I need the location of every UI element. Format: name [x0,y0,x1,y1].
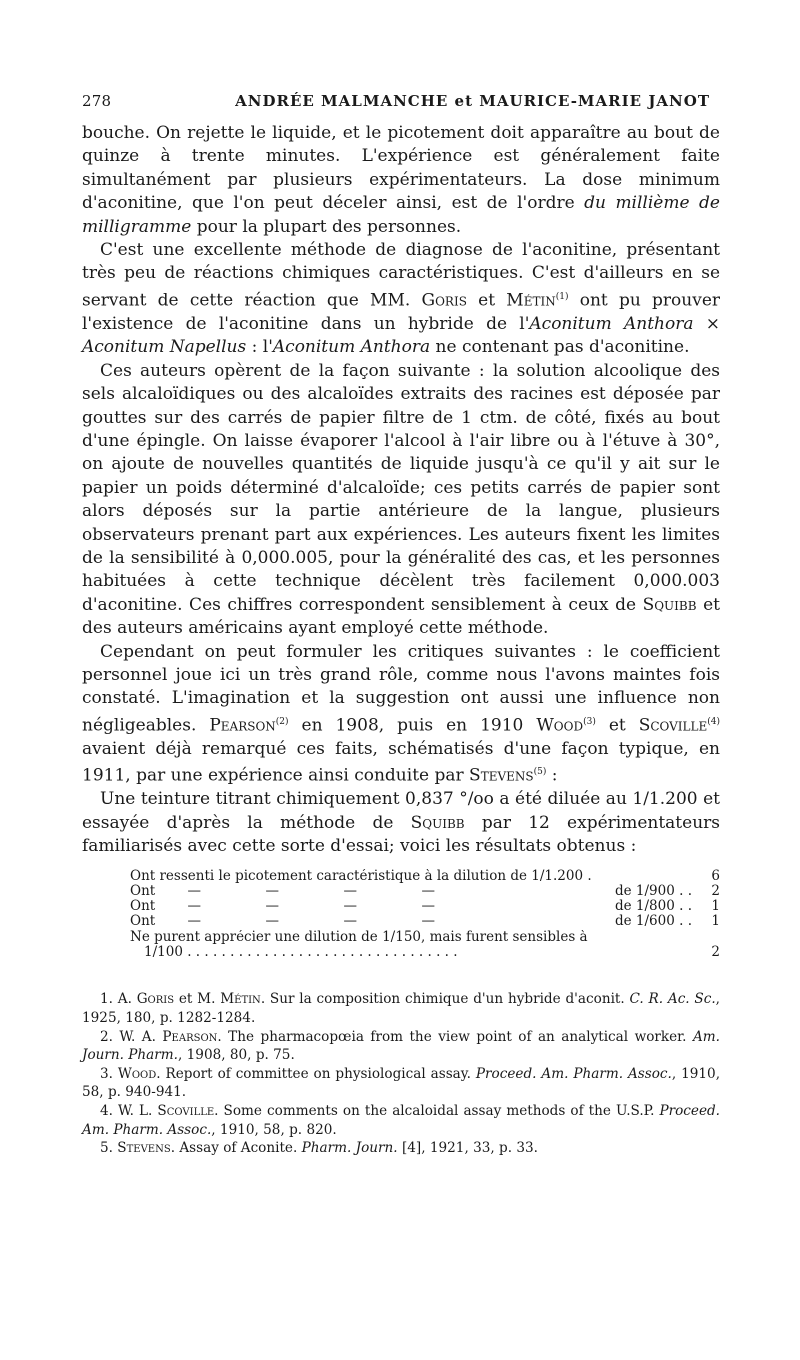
results-row [130,884,720,899]
author-name: Squibb [410,812,465,833]
results-count: 6 [711,867,720,884]
results-label [130,899,700,914]
footnotes [82,990,720,1157]
text: bouche. On rejette le liquide, et le picotement doit apparaître au bout de quinze à trente minutes. L'expérience est généralement faite simultanément par plusieurs expérimentateurs. La dose minimum d'aconitine, que l'on peut déceler ainsi, est de l'ordre [82,123,720,214]
text: . Assay of Aconite. [170,1140,302,1157]
text: , 1925, 180, p. 1282-1284. [82,991,720,1026]
text: Une teinture titrant chimiquement 0,837 °/oo a été diluée au 1/1.200 et essayée d'après la méthode de [82,789,720,833]
results-row [130,945,720,960]
results-table [130,869,720,961]
footnote-ref: (5) [533,767,547,778]
text: ont pu prouver l'existence de l'aconitine dans un hybride de l' [82,290,721,334]
results-count: 1 [711,913,720,930]
footnote-ref: (1) [555,291,569,302]
ditto-dash: — [265,914,279,930]
ditto-dash: — [343,914,357,930]
author-name: Wood [536,715,584,736]
text: C'est une excellente méthode de diagnose de l'aconitine, présentant très peu de réactions chimiques caractéristiques. C'est d'ailleurs en se servant de cette réaction que MM. [82,240,720,311]
italic-text: Aconitum Anthora [272,337,431,358]
footnote-1 [82,990,720,1027]
ditto-dash: — [187,883,201,899]
text: pour la plupart des personnes. [191,216,462,237]
text: . Report of committee on physiological assay. [156,1065,476,1082]
paragraph-3 [82,360,720,641]
text: en 1908, puis en 1910 [288,715,537,736]
author-name: Goris [136,991,175,1008]
text: avaient déjà remarqué ces faits, schématisés d'une façon typique, en 1911, par une expérience ainsi conduite par [82,738,720,786]
body-text [82,122,720,859]
results-label [130,914,700,929]
text: . The pharmacopœia from the view point of an analytical worker. [217,1028,693,1045]
text: : l' [246,337,273,358]
results-label: Ont ressenti le picotement caractéristique à la dilution de 1/1.200 . [130,868,592,884]
text: et [595,715,639,736]
text: , 1910, 58, p. 820. [211,1121,337,1138]
italic-text: Aconitum Anthora [529,313,694,334]
paragraph-1 [82,122,720,239]
author-name: Pearson [162,1028,218,1045]
author-name: Pearson [209,715,276,736]
text: Ces auteurs opèrent de la façon suivante : la solution alcoolique des sels alcaloïdiques ou des alcaloïdes extraits des racines est déposée par gouttes sur des carrés de papier filtre de 1 ctm. de côté, fixés au bout d'une épingle. On laisse évaporer l'alcool à l'air libre ou à l'étuve à 30°, on ajoute de nouvelles quantités de liquide jusqu'à ce qu'il y ait sur le papier un poids déterminé d'alcaloïde; ces petits carrés de papier sont alors déposés sur la partie antérieure de la langue, plusieurs observateurs prenant part aux expériences. Les auteurs fixent les limites de la sensibilité à 0,000.005, pour la généralité des cas, et les personnes habituées à cette technique décèlent très facilement 0,000.003 d'aconitine. Ces chiffres correspondent sensiblement à ceux de [82,360,720,615]
text: par 12 expérimentateurs familiarisés avec cette sorte d'essai; voici les résultats obtenus : [82,812,720,857]
journal-title: Am. Journ. Pharm. [82,1028,720,1064]
results-row [130,869,720,884]
text: 3. [100,1065,118,1082]
page-number: 278 [82,92,112,110]
results-row [130,914,720,929]
footnote-ref: (2) [275,716,289,727]
running-head-authors: ANDRÉE MALMANCHE et MAURICE-MARIE JANOT [235,92,710,110]
author-name: Métin [506,290,556,311]
page [82,92,720,1158]
ditto-dash: — [421,883,435,899]
ont-text: Ont [130,883,156,899]
results-count: 2 [711,944,720,961]
author-name: Stevens [117,1140,171,1157]
ditto-dash: — [343,899,357,915]
dilution-text: de 1/600 . . [615,914,692,930]
journal-title: Proceed. Am. Pharm. Assoc. [82,1102,721,1138]
author-name: Goris [421,290,467,311]
text: 1. A. [100,991,137,1008]
footnote-4 [82,1102,720,1139]
text: [4], 1921, 33, p. 33. [397,1140,538,1157]
text: ne contenant pas d'aconitine. [430,337,690,358]
paragraph-5 [82,788,720,858]
journal-title: Pharm. Journ. [301,1140,398,1157]
text: et M. [174,991,221,1008]
text: et des auteurs américains ayant employé cette méthode. [82,594,720,639]
ditto-dash: — [421,899,435,915]
text: 4. W. L. [100,1102,158,1119]
results-label: Ne purent apprécier une dilution de 1/150, mais furent sensibles à [130,929,588,945]
text: 2. W. A. [100,1028,163,1045]
footnote-ref: (3) [583,716,596,727]
text: Cependant on peut formuler les critiques suivantes : le coefficient personnel joue ici un très grand rôle, comme nous l'avons maintes fois constaté. L'imagination et la suggestion ont aussi une influence non négligeables. [82,641,720,736]
footnote-5 [82,1139,720,1158]
text: × [693,313,720,334]
text: , 1910, 58, p. 940-941. [82,1065,721,1101]
running-header [82,92,720,110]
ditto-dash: — [187,899,201,915]
results-row [130,899,720,914]
ditto-dash: — [343,883,357,899]
journal-title: C. R. Ac. Sc. [629,991,716,1008]
journal-title: Proceed. Am. Pharm. Assoc. [475,1065,672,1082]
results-label: 1/100 . . . . . . . . . . . . . . . . . . . . . . . . . . . . . . . . [144,945,458,961]
results-row [130,930,720,945]
dilution-text: de 1/900 . . [615,883,692,899]
italic-text: Aconitum Napellus [82,337,247,358]
ont-text: Ont [130,899,156,915]
italic-text: du millième de milligramme [82,193,720,237]
ont-text: Ont [130,914,156,930]
ditto-dash: — [265,899,279,915]
text: . Sur la composition chimique d'un hybride d'aconit. [260,991,630,1008]
ditto-dash: — [187,914,201,930]
paragraph-4 [82,641,720,789]
results-count: 1 [711,898,720,915]
author-name: Squibb [642,594,697,615]
author-name: Scoville [157,1102,215,1119]
text: et [466,290,507,311]
text: : [546,765,558,786]
author-name: Stevens [469,765,534,786]
paragraph-2 [82,239,720,360]
results-count: 2 [711,882,720,899]
footnote-3 [82,1065,720,1102]
text: , 1908, 80, p. 75. [178,1047,295,1064]
footnote-ref: (4) [707,716,720,727]
footnote-2 [82,1028,720,1065]
text: . Some comments on the alcaloidal assay methods of the U.S.P. [214,1102,660,1119]
author-name: Wood [117,1065,157,1082]
ditto-dash: — [421,914,435,930]
results-label [130,884,700,899]
ditto-dash: — [265,883,279,899]
author-name: Scoville [638,715,708,736]
dilution-text: de 1/800 . . [615,899,692,915]
author-name: Métin [220,991,261,1008]
text: 5. [100,1140,118,1157]
